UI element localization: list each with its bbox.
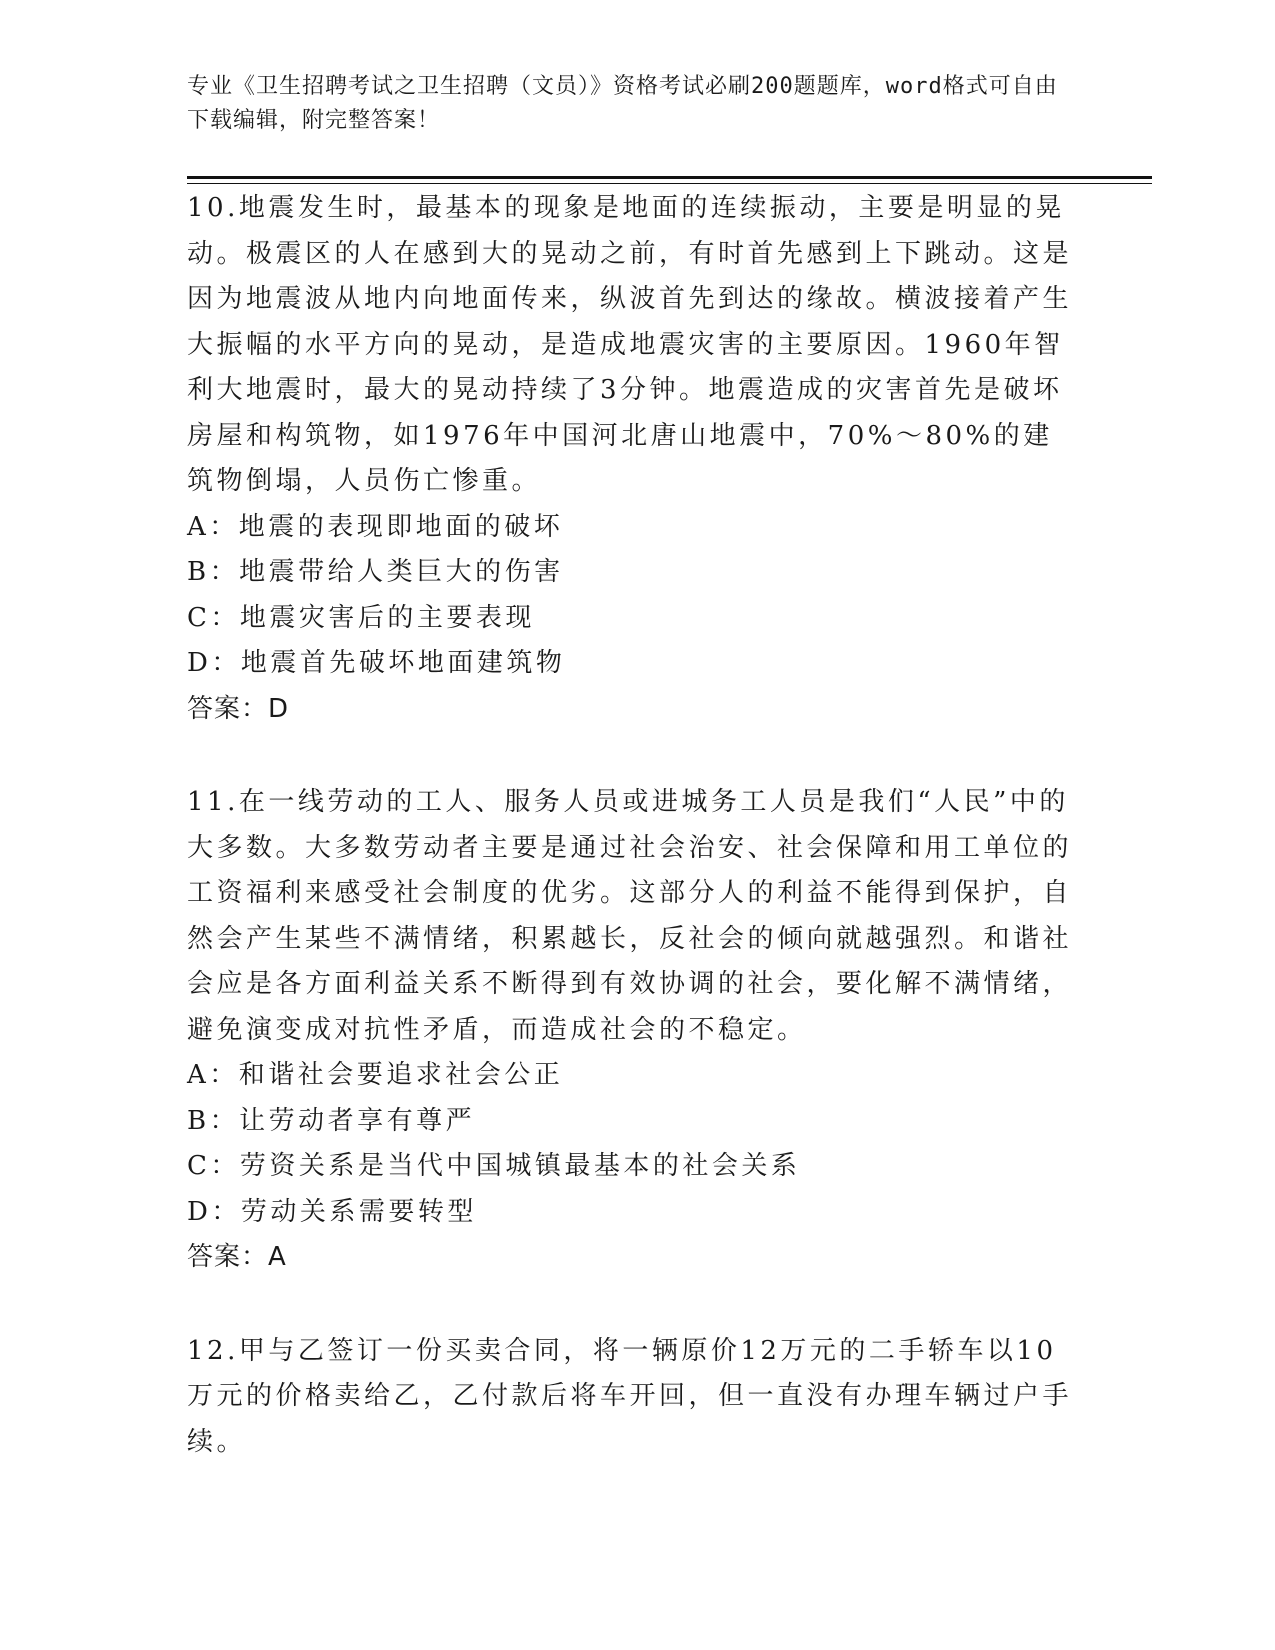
question-stem: 11.在一线劳动的工人、服务人员或进城务工人员是我们“人民”中的大多数。大多数劳动者主要是通过社会治安、社会保障和用工单位的工资福利来感受社会制度的优劣。这部分人的利益不能得到保护，自然会产生某些不满情绪，积累越长，反社会的倾向就越强烈。和谐社会应是各方面利益关系不断得到有效协调的社会，要化解不满情绪，避免演变成对抗性矛盾，而造成社会的不稳定。 [187,787,1073,1045]
question-list [187,186,1077,1513]
question-12 [187,1329,1077,1466]
question-stem: 12.甲与乙签订一份买卖合同，将一辆原价12万元的二手轿车以10万元的价格卖给乙，乙付款后将车开回，但一直没有办理车辆过户手续。 [187,1335,1073,1457]
document-header: 专业《卫生招聘考试之卫生招聘（文员）》资格考试必刷200题题库，word格式可自由下载编辑，附完整答案！ [187,74,1058,133]
question-11 [187,780,1077,1281]
header-divider-thick [187,176,1152,179]
question-10 [187,186,1077,732]
option-c: C：地震灾害后的主要表现 [187,602,535,633]
answer-line: 答案：D [187,693,290,724]
question-stem: 10.地震发生时，最基本的现象是地面的连续振动，主要是明显的晃动。极震区的人在感到大的晃动之前，有时首先感到上下跳动。这是因为地震波从地内向地面传来，纵波首先到达的缘故。横波接着产生大振幅的水平方向的晃动，是造成地震灾害的主要原因。1960年智利大地震时，最大的晃动持续了3分钟。地震造成的灾害首先是破坏房屋和构筑物，如1976年中国河北唐山地震中，70%～80%的建筑物倒塌，人员伤亡惨重。 [187,193,1073,496]
option-a: A：和谐社会要追求社会公正 [187,1060,564,1090]
answer-line: 答案：A [187,1242,287,1272]
option-a: A：地震的表现即地面的破坏 [187,511,564,542]
option-c: C：劳资关系是当代中国城镇最基本的社会关系 [187,1151,801,1181]
option-d: D：劳动关系需要转型 [187,1196,477,1227]
option-d: D：地震首先破坏地面建筑物 [187,648,566,678]
header-divider-thin [187,183,1152,184]
option-b: B：让劳动者享有尊严 [187,1105,476,1136]
option-b: B：地震带给人类巨大的伤害 [187,557,564,587]
